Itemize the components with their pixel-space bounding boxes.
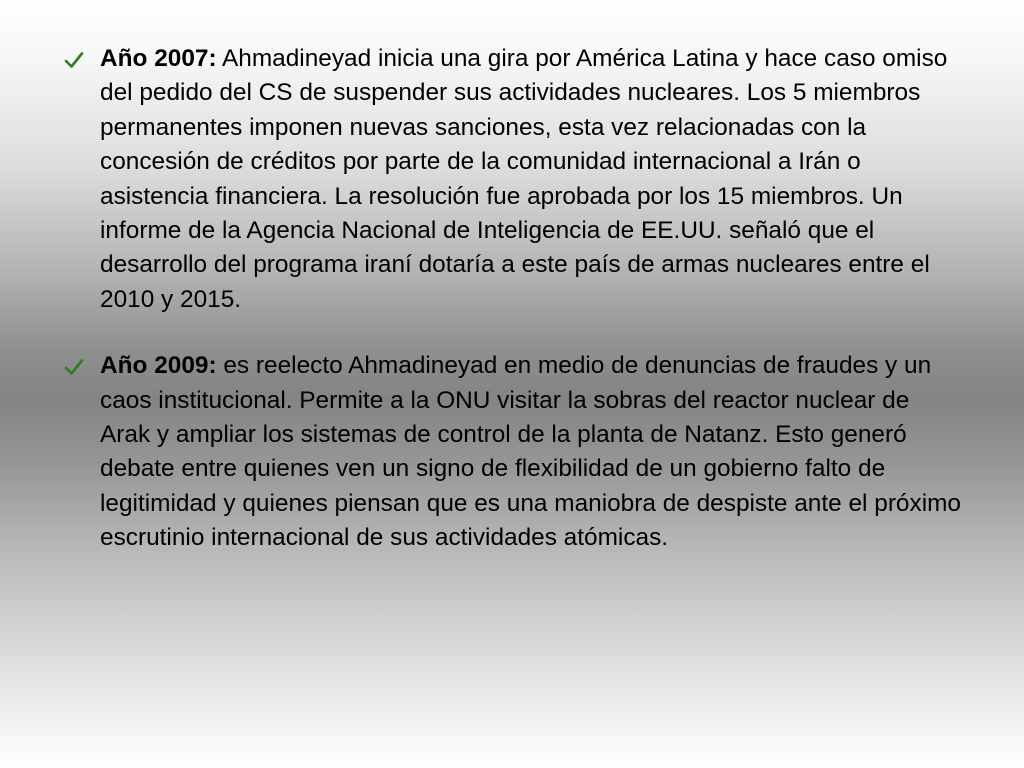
check-icon <box>64 51 84 69</box>
bullet-item-2007 <box>62 42 962 317</box>
bullet-heading: Año 2007: <box>100 45 217 72</box>
bullet-list <box>62 42 962 588</box>
bullet-heading: Año 2009: <box>100 352 217 380</box>
check-icon <box>64 358 84 376</box>
bullet-item-2009 <box>62 349 962 555</box>
bullet-text: es reelecto Ahmadineyad en medio de denuncias de fraudes y un caos institucional. Permite a la ONU visitar la sobras del reactor nuclear de Arak y ampliar los sistemas de control de la planta de Natanz. Esto generó debate entre quienes ven un signo de flexibilidad de un gobierno falto de legitimidad y quienes piensan que es una maniobra de despiste ante el próximo escrutinio internacional de sus actividades atómicas. <box>100 352 961 552</box>
bullet-text: Ahmadineyad inicia una gira por América Latina y hace caso omiso del pedido del CS de suspender sus actividades nucleares. Los 5 miembros permanentes imponen nuevas sanciones, esta vez relacionadas con la concesión de créditos por parte de la comunidad internacional a Irán o asistencia financiera. La resolución fue aprobada por los 15 miembros. Un informe de la Agencia Nacional de Inteligencia de EE.UU. señaló que el desarrollo del programa iraní dotaría a este país de armas nucleares entre el 2010 y 2015. <box>100 45 948 313</box>
